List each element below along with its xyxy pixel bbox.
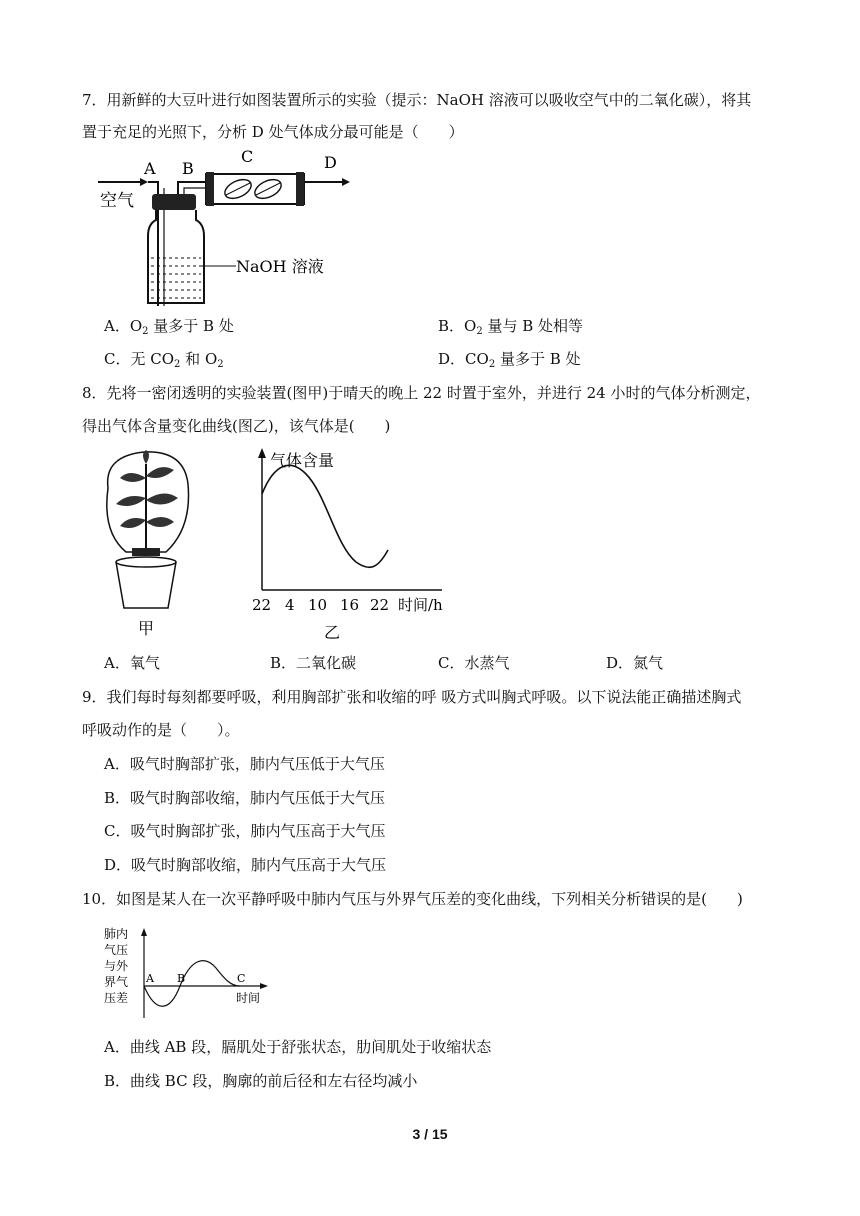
x-tick: 16 — [340, 596, 360, 614]
y-label-line: 压差 — [104, 991, 129, 1005]
y-label-line: 与外 — [104, 959, 129, 973]
fig-label-yi: 乙 — [324, 623, 341, 642]
y-label-line: 肺内 — [104, 927, 129, 941]
q8-gas-curve-chart — [246, 446, 466, 646]
q8-option-a[interactable]: A．氧气 — [104, 654, 160, 672]
q9-option-b[interactable]: B．吸气时胸部收缩，肺内气压低于大气压 — [104, 789, 386, 807]
q9-stem-line-2: 呼吸动作的是（ ）。 — [82, 721, 240, 739]
point-A: A — [146, 972, 154, 985]
q8-stem-line-1: 8．先将一密闭透明的实验装置(图甲)于晴天的晚上 22 时置于室外，并进行 24 小时的气体分析测定， — [82, 384, 761, 402]
q8-stem-line-2: 得出气体含量变化曲线(图乙)，该气体是( ) — [82, 417, 391, 435]
q8-option-b[interactable]: B．二氧化碳 — [270, 654, 357, 672]
y-label-line: 界气 — [104, 975, 129, 989]
q8-option-d[interactable]: D．氮气 — [606, 654, 664, 672]
q7-option-b[interactable]: B．$O_2$ 量与 B 处相等 — [438, 317, 584, 337]
q7-stem-line-1: 7．用新鲜的大豆叶进行如图装置所示的实验（提示：NaOH 溶液可以吸收空气中的二氧化碳），将其 — [82, 91, 752, 109]
q7-option-c[interactable]: C．无 $CO_2$ 和 $O_2$ — [104, 350, 224, 370]
x-tick: 10 — [308, 596, 328, 614]
x-axis-label: 时间/h — [398, 596, 443, 614]
q9-option-c[interactable]: C．吸气时胸部扩张，肺内气压高于大气压 — [104, 822, 386, 840]
page-number: 3 / 15 — [412, 1126, 448, 1142]
q7-option-a[interactable]: A．$O_2$ 量多于 B 处 — [104, 317, 234, 337]
q9-option-a[interactable]: A．吸气时胸部扩张，肺内气压低于大气压 — [104, 755, 385, 773]
fig-label-jia: 甲 — [138, 619, 155, 638]
y-axis-label: 气体含量 — [270, 451, 335, 470]
label-C: C — [241, 148, 254, 166]
q8-plant-figure — [96, 448, 196, 644]
q10-pressure-curve-chart — [104, 924, 274, 1024]
q8-option-c[interactable]: C．水蒸气 — [438, 654, 510, 672]
q7-stem-line-2: 置于充足的光照下，分析 D 处气体成分最可能是（ ） — [82, 123, 464, 141]
label-B: B — [182, 159, 194, 178]
q9-option-d[interactable]: D．吸气时胸部收缩，肺内气压高于大气压 — [104, 856, 387, 874]
point-C: C — [237, 972, 246, 985]
q10-stem-line: 10．如图是某人在一次平静呼吸中肺内气压与外界气压差的变化曲线，下列相关分析错误的是( ) — [82, 890, 743, 908]
x-tick: 4 — [285, 596, 295, 614]
x-tick: 22 — [252, 596, 272, 614]
q10-option-a[interactable]: A．曲线 AB 段，膈肌处于舒张状态，肋间肌处于收缩状态 — [104, 1038, 492, 1056]
point-B: B — [177, 972, 186, 985]
q10-option-b[interactable]: B．曲线 BC 段，胸廓的前后径和左右径均减小 — [104, 1072, 418, 1090]
y-label-line: 气压 — [104, 943, 129, 957]
q7-apparatus-figure — [96, 148, 366, 310]
q7-option-d[interactable]: D．$CO_2$ 量多于 B 处 — [438, 350, 581, 370]
label-naoh: NaOH 溶液 — [236, 257, 324, 276]
q9-stem-line-1: 9．我们每时每刻都要呼吸，利用胸部扩张和收缩的呼 吸方式叫胸式呼吸。以下说法能正确描述胸式 — [82, 688, 742, 706]
label-A: A — [144, 159, 156, 178]
x-tick: 22 — [370, 596, 390, 614]
label-D: D — [324, 153, 337, 172]
label-air: 空气 — [100, 191, 134, 211]
x-axis-label: 时间 — [236, 991, 261, 1005]
